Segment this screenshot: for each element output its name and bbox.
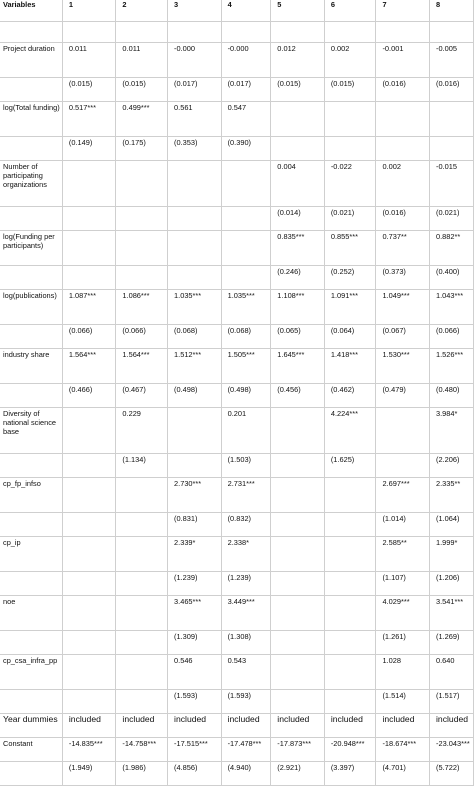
cell-col-2 bbox=[116, 631, 168, 655]
table-row bbox=[0, 78, 474, 102]
cell-col-2 bbox=[116, 231, 168, 266]
cell-col-2: (0.066) bbox=[116, 325, 168, 349]
cell-col-7: 2.585** bbox=[376, 537, 430, 572]
cell-col-6: -0.022 bbox=[324, 161, 376, 207]
cell-col-7: 2.697*** bbox=[376, 478, 430, 513]
cell-col-5: (0.014) bbox=[271, 207, 325, 231]
cell-col-4 bbox=[221, 161, 271, 207]
row-label: Project duration bbox=[0, 43, 62, 78]
cell-col-5: 0.012 bbox=[271, 43, 325, 78]
row-label: noe bbox=[0, 596, 62, 631]
cell-col-3 bbox=[168, 454, 222, 478]
cell-col-8: 1.999* bbox=[430, 537, 474, 572]
cell-col-4: (0.390) bbox=[221, 137, 271, 161]
cell-col-1 bbox=[62, 408, 116, 454]
cell-col-5 bbox=[271, 513, 325, 537]
cell-col-2: included bbox=[116, 714, 168, 738]
cell-col-2: (1.134) bbox=[116, 454, 168, 478]
table-row bbox=[0, 513, 474, 537]
table-row bbox=[0, 137, 474, 161]
cell-col-1: (0.066) bbox=[62, 325, 116, 349]
cell-col-4: (4.940) bbox=[221, 762, 271, 786]
cell-col-1 bbox=[62, 266, 116, 290]
cell-col-7: (4.701) bbox=[376, 762, 430, 786]
cell-col-1: 1.564*** bbox=[62, 349, 116, 384]
cell-col-2 bbox=[116, 537, 168, 572]
cell-col-8: 3.984* bbox=[430, 408, 474, 454]
cell-col-7: -0.001 bbox=[376, 43, 430, 78]
cell-col-1 bbox=[62, 454, 116, 478]
cell-col-1: (1.949) bbox=[62, 762, 116, 786]
cell-col-4: 0.201 bbox=[221, 408, 271, 454]
table-row bbox=[0, 738, 474, 762]
cell-col-7 bbox=[376, 137, 430, 161]
cell-col-7: 1.028 bbox=[376, 655, 430, 690]
cell-col-5: -17.873*** bbox=[271, 738, 325, 762]
cell-col-2: -14.758*** bbox=[116, 738, 168, 762]
cell-col-4 bbox=[221, 231, 271, 266]
row-label bbox=[0, 454, 62, 478]
cell-col-5 bbox=[271, 478, 325, 513]
cell-col-4 bbox=[221, 207, 271, 231]
cell-col-8: (2.206) bbox=[430, 454, 474, 478]
header-col-1: 1 bbox=[62, 0, 116, 22]
table-row bbox=[0, 631, 474, 655]
cell-col-5: (0.065) bbox=[271, 325, 325, 349]
cell-col-2: 0.011 bbox=[116, 43, 168, 78]
cell-col-4: (0.498) bbox=[221, 384, 271, 408]
cell-col-6 bbox=[324, 513, 376, 537]
cell-col-2: (0.015) bbox=[116, 78, 168, 102]
cell-col-4: -17.478*** bbox=[221, 738, 271, 762]
cell-col-3 bbox=[168, 207, 222, 231]
table-row bbox=[0, 408, 474, 454]
cell-col-2: 1.564*** bbox=[116, 349, 168, 384]
cell-col-2: 0.499*** bbox=[116, 102, 168, 137]
cell-col-3: 2.339* bbox=[168, 537, 222, 572]
cell-col-4 bbox=[221, 266, 271, 290]
header-col-6: 6 bbox=[324, 0, 376, 22]
cell-col-1: (0.015) bbox=[62, 78, 116, 102]
cell-col-2: 0.229 bbox=[116, 408, 168, 454]
cell-col-6: (0.462) bbox=[324, 384, 376, 408]
cell-col-6: (0.015) bbox=[324, 78, 376, 102]
header-col-5: 5 bbox=[271, 0, 325, 22]
cell-col-5 bbox=[271, 690, 325, 714]
cell-col-5: 0.004 bbox=[271, 161, 325, 207]
cell-col-8: (5.722) bbox=[430, 762, 474, 786]
cell-col-8: 2.335** bbox=[430, 478, 474, 513]
cell-col-7: 0.002 bbox=[376, 161, 430, 207]
cell-col-4: (1.593) bbox=[221, 690, 271, 714]
cell-col-8: (1.517) bbox=[430, 690, 474, 714]
cell-col-6 bbox=[324, 572, 376, 596]
cell-col-3: 0.546 bbox=[168, 655, 222, 690]
cell-col-2 bbox=[116, 207, 168, 231]
cell-col-6 bbox=[324, 690, 376, 714]
table-header-row bbox=[0, 0, 474, 22]
table-row bbox=[0, 325, 474, 349]
cell-col-6 bbox=[324, 596, 376, 631]
row-label bbox=[0, 572, 62, 596]
cell-col-7 bbox=[376, 408, 430, 454]
cell-col-1: 0.011 bbox=[62, 43, 116, 78]
cell-col-1 bbox=[62, 596, 116, 631]
cell-col-7: (1.014) bbox=[376, 513, 430, 537]
cell-col-3: (0.353) bbox=[168, 137, 222, 161]
table-row bbox=[0, 596, 474, 631]
table-row bbox=[0, 290, 474, 325]
cell-col-6: (0.064) bbox=[324, 325, 376, 349]
row-label: Constant bbox=[0, 738, 62, 762]
cell-col-6: (0.021) bbox=[324, 207, 376, 231]
table-row bbox=[0, 349, 474, 384]
cell-col-6 bbox=[324, 631, 376, 655]
row-label: industry share bbox=[0, 349, 62, 384]
cell-col-8: included bbox=[430, 714, 474, 738]
cell-col-8: (0.400) bbox=[430, 266, 474, 290]
header-col-4: 4 bbox=[221, 0, 271, 22]
cell-col-3: 3.465*** bbox=[168, 596, 222, 631]
cell-col-3: 0.561 bbox=[168, 102, 222, 137]
cell-col-8: (1.064) bbox=[430, 513, 474, 537]
cell-col-5 bbox=[271, 102, 325, 137]
cell-col-1 bbox=[62, 513, 116, 537]
cell-col-2: (0.175) bbox=[116, 137, 168, 161]
cell-col-8: 1.526*** bbox=[430, 349, 474, 384]
table-row bbox=[0, 102, 474, 137]
table-row bbox=[0, 714, 474, 738]
cell-col-5: 1.108*** bbox=[271, 290, 325, 325]
cell-col-7: 1.049*** bbox=[376, 290, 430, 325]
table-row bbox=[0, 478, 474, 513]
cell-col-8: (1.206) bbox=[430, 572, 474, 596]
cell-col-8: (0.021) bbox=[430, 207, 474, 231]
cell-col-7: included bbox=[376, 714, 430, 738]
cell-col-1: (0.466) bbox=[62, 384, 116, 408]
cell-col-5 bbox=[271, 408, 325, 454]
cell-col-2 bbox=[116, 690, 168, 714]
cell-col-1 bbox=[62, 478, 116, 513]
cell-col-4: (0.017) bbox=[221, 78, 271, 102]
table-row bbox=[0, 231, 474, 266]
cell-col-3: (0.831) bbox=[168, 513, 222, 537]
cell-col-2 bbox=[116, 513, 168, 537]
cell-col-8: 3.541*** bbox=[430, 596, 474, 631]
cell-col-8: -0.015 bbox=[430, 161, 474, 207]
header-col-3: 3 bbox=[168, 0, 222, 22]
row-label bbox=[0, 631, 62, 655]
cell-col-2 bbox=[116, 161, 168, 207]
cell-col-7 bbox=[376, 454, 430, 478]
cell-col-4: 2.731*** bbox=[221, 478, 271, 513]
cell-col-4: 1.035*** bbox=[221, 290, 271, 325]
table-body bbox=[0, 22, 474, 786]
cell-col-4: 2.338* bbox=[221, 537, 271, 572]
cell-col-6: (0.252) bbox=[324, 266, 376, 290]
cell-col-1: 0.517*** bbox=[62, 102, 116, 137]
row-label: Year dummies bbox=[0, 714, 62, 738]
cell-col-1 bbox=[62, 631, 116, 655]
cell-col-1 bbox=[62, 207, 116, 231]
row-label bbox=[0, 78, 62, 102]
cell-col-1: included bbox=[62, 714, 116, 738]
cell-col-5 bbox=[271, 137, 325, 161]
cell-col-4: 3.449*** bbox=[221, 596, 271, 631]
cell-col-3: 1.035*** bbox=[168, 290, 222, 325]
cell-col-2 bbox=[116, 266, 168, 290]
cell-col-5: (0.246) bbox=[271, 266, 325, 290]
cell-col-8: (1.269) bbox=[430, 631, 474, 655]
cell-col-6: 0.855*** bbox=[324, 231, 376, 266]
spacer-row bbox=[0, 22, 474, 43]
cell-col-8 bbox=[430, 102, 474, 137]
cell-col-7: (0.479) bbox=[376, 384, 430, 408]
cell-col-3 bbox=[168, 231, 222, 266]
table-row bbox=[0, 454, 474, 478]
cell-col-6: included bbox=[324, 714, 376, 738]
cell-col-1 bbox=[62, 572, 116, 596]
cell-col-4: 0.543 bbox=[221, 655, 271, 690]
cell-col-3: -0.000 bbox=[168, 43, 222, 78]
row-label: Diversity of national science base bbox=[0, 408, 62, 454]
header-variables: Variables bbox=[0, 0, 62, 22]
row-label bbox=[0, 325, 62, 349]
cell-col-1 bbox=[62, 231, 116, 266]
cell-col-1: 1.087*** bbox=[62, 290, 116, 325]
cell-col-3: (1.593) bbox=[168, 690, 222, 714]
cell-col-8: 0.882** bbox=[430, 231, 474, 266]
cell-col-1 bbox=[62, 161, 116, 207]
row-label bbox=[0, 762, 62, 786]
cell-col-3 bbox=[168, 266, 222, 290]
cell-col-2: (1.986) bbox=[116, 762, 168, 786]
row-label bbox=[0, 384, 62, 408]
cell-col-2 bbox=[116, 596, 168, 631]
cell-col-6: (3.397) bbox=[324, 762, 376, 786]
table-row bbox=[0, 572, 474, 596]
cell-col-6: 1.418*** bbox=[324, 349, 376, 384]
cell-col-7: (0.016) bbox=[376, 78, 430, 102]
cell-col-5 bbox=[271, 537, 325, 572]
row-label: log(Total funding) bbox=[0, 102, 62, 137]
table-row bbox=[0, 161, 474, 207]
cell-col-4: 0.547 bbox=[221, 102, 271, 137]
cell-col-3: 1.512*** bbox=[168, 349, 222, 384]
row-label: log(publications) bbox=[0, 290, 62, 325]
cell-col-6: -20.948*** bbox=[324, 738, 376, 762]
cell-col-6 bbox=[324, 478, 376, 513]
row-label bbox=[0, 137, 62, 161]
cell-col-8: 0.640 bbox=[430, 655, 474, 690]
table-row bbox=[0, 762, 474, 786]
cell-col-2: 1.086*** bbox=[116, 290, 168, 325]
cell-col-3: (0.068) bbox=[168, 325, 222, 349]
cell-col-3 bbox=[168, 408, 222, 454]
cell-col-4: (0.832) bbox=[221, 513, 271, 537]
cell-col-6: 1.091*** bbox=[324, 290, 376, 325]
cell-col-5: included bbox=[271, 714, 325, 738]
cell-col-7: 4.029*** bbox=[376, 596, 430, 631]
cell-col-3: (4.856) bbox=[168, 762, 222, 786]
cell-col-4: -0.000 bbox=[221, 43, 271, 78]
table-row bbox=[0, 266, 474, 290]
cell-col-3: (1.239) bbox=[168, 572, 222, 596]
cell-col-3 bbox=[168, 161, 222, 207]
table-row bbox=[0, 384, 474, 408]
cell-col-3: 2.730*** bbox=[168, 478, 222, 513]
cell-col-5: 0.835*** bbox=[271, 231, 325, 266]
cell-col-3: (1.309) bbox=[168, 631, 222, 655]
cell-col-1 bbox=[62, 537, 116, 572]
table-row bbox=[0, 43, 474, 78]
row-label bbox=[0, 207, 62, 231]
row-label bbox=[0, 266, 62, 290]
cell-col-8 bbox=[430, 137, 474, 161]
cell-col-7: (0.016) bbox=[376, 207, 430, 231]
cell-col-8: 1.043*** bbox=[430, 290, 474, 325]
cell-col-7: (0.067) bbox=[376, 325, 430, 349]
row-label bbox=[0, 513, 62, 537]
cell-col-2 bbox=[116, 572, 168, 596]
cell-col-7: -18.674*** bbox=[376, 738, 430, 762]
cell-col-3: -17.515*** bbox=[168, 738, 222, 762]
cell-col-6 bbox=[324, 102, 376, 137]
cell-col-2: (0.467) bbox=[116, 384, 168, 408]
cell-col-4: (1.503) bbox=[221, 454, 271, 478]
header-col-2: 2 bbox=[116, 0, 168, 22]
cell-col-7: (1.514) bbox=[376, 690, 430, 714]
cell-col-5 bbox=[271, 454, 325, 478]
cell-col-3: (0.498) bbox=[168, 384, 222, 408]
cell-col-3: included bbox=[168, 714, 222, 738]
row-label: log(Funding per participants) bbox=[0, 231, 62, 266]
cell-col-1: -14.835*** bbox=[62, 738, 116, 762]
cell-col-7: 0.737** bbox=[376, 231, 430, 266]
cell-col-4: (1.239) bbox=[221, 572, 271, 596]
cell-col-8: (0.016) bbox=[430, 78, 474, 102]
cell-col-6: 4.224*** bbox=[324, 408, 376, 454]
cell-col-5: (0.015) bbox=[271, 78, 325, 102]
cell-col-7: (1.261) bbox=[376, 631, 430, 655]
cell-col-5 bbox=[271, 572, 325, 596]
table-row bbox=[0, 537, 474, 572]
cell-col-4: (1.308) bbox=[221, 631, 271, 655]
cell-col-5 bbox=[271, 596, 325, 631]
cell-col-1 bbox=[62, 690, 116, 714]
cell-col-6 bbox=[324, 137, 376, 161]
cell-col-6: 0.002 bbox=[324, 43, 376, 78]
cell-col-7: (0.373) bbox=[376, 266, 430, 290]
row-label bbox=[0, 690, 62, 714]
cell-col-7 bbox=[376, 102, 430, 137]
header-col-7: 7 bbox=[376, 0, 430, 22]
cell-col-8: (0.480) bbox=[430, 384, 474, 408]
cell-col-1: (0.149) bbox=[62, 137, 116, 161]
row-label: cp_ip bbox=[0, 537, 62, 572]
cell-col-4: 1.505*** bbox=[221, 349, 271, 384]
cell-col-3: (0.017) bbox=[168, 78, 222, 102]
cell-col-6 bbox=[324, 537, 376, 572]
row-label: cp_fp_infso bbox=[0, 478, 62, 513]
cell-col-8: (0.066) bbox=[430, 325, 474, 349]
cell-col-2 bbox=[116, 478, 168, 513]
row-label: cp_csa_infra_pp bbox=[0, 655, 62, 690]
cell-col-8: -0.005 bbox=[430, 43, 474, 78]
cell-col-5 bbox=[271, 631, 325, 655]
cell-col-5: 1.645*** bbox=[271, 349, 325, 384]
table-row bbox=[0, 207, 474, 231]
cell-col-5: (2.921) bbox=[271, 762, 325, 786]
cell-col-8: -23.043*** bbox=[430, 738, 474, 762]
cell-col-4: (0.068) bbox=[221, 325, 271, 349]
table-row bbox=[0, 690, 474, 714]
cell-col-4: included bbox=[221, 714, 271, 738]
row-label: Number of participating organizations bbox=[0, 161, 62, 207]
cell-col-7: 1.530*** bbox=[376, 349, 430, 384]
cell-col-5: (0.456) bbox=[271, 384, 325, 408]
header-col-8: 8 bbox=[430, 0, 474, 22]
cell-col-6: (1.625) bbox=[324, 454, 376, 478]
cell-col-7: (1.107) bbox=[376, 572, 430, 596]
